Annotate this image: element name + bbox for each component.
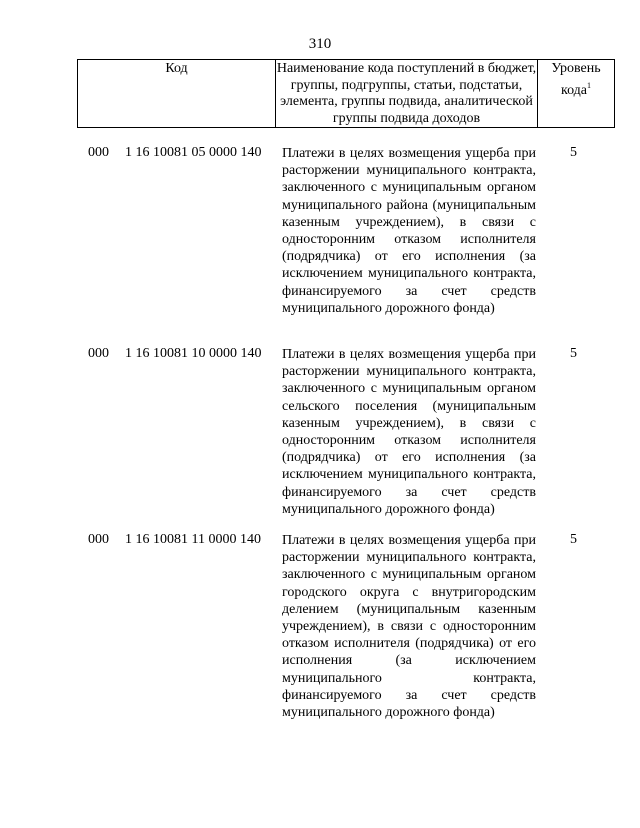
row-level: 5 bbox=[570, 145, 577, 160]
row-prefix: 000 bbox=[88, 145, 109, 160]
row-prefix: 000 bbox=[88, 532, 109, 547]
header-level bbox=[538, 60, 614, 127]
row-description: Платежи в целях возмещения ущерба при расторжении муниципального контракта, заключенного с муниципальным органом городского округа с внутригородским делением (муниципальным казенным учреждением), в связи с односторонним отказом исполнителя (подрядчика) от его исполнения (за исключением муниципального контракта, финансируемого за счет средств муниципального дорожного фонда) bbox=[282, 533, 536, 721]
row-description: Платежи в целях возмещения ущерба при расторжении муниципального контракта, заключенного с муниципальным органом сельского поселения (муниципальным казенным учреждением), в связи с односторонним отказом исполнителя (подрядчика) от его исполнения (за исключением муниципального контракта, финансируемого за счет средств муниципального дорожного фонда) bbox=[282, 347, 536, 517]
page-number: 310 bbox=[308, 36, 332, 52]
row-code: 1 16 10081 05 0000 140 bbox=[125, 145, 262, 160]
row-prefix: 000 bbox=[88, 346, 109, 361]
header-name bbox=[276, 60, 538, 127]
row-description: Платежи в целях возмещения ущерба при расторжении муниципального контракта, заключенного с муниципальным органом муниципального района (муниципальным казенным учреждением), в связи с односторонним отказом исполнителя (подрядчика) от его исполнения (за исключением муниципального контракта, финансируемого за счет средств муниципального дорожного фонда) bbox=[282, 146, 536, 316]
table-header bbox=[77, 59, 615, 128]
row-level: 5 bbox=[570, 346, 577, 361]
header-level-footnote: 1 bbox=[587, 80, 592, 90]
header-name-label: Наименование кода поступлений в бюджет, группы, подгруппы, статьи, подстатьи, элемента, группы подвида, аналитической группы подвида доходов bbox=[276, 61, 537, 126]
row-code: 1 16 10081 10 0000 140 bbox=[125, 346, 262, 361]
row-level: 5 bbox=[570, 532, 577, 547]
header-code-label: Код bbox=[165, 61, 188, 76]
header-level-label: Уровень кода bbox=[551, 61, 601, 98]
row-code: 1 16 10081 11 0000 140 bbox=[125, 532, 261, 547]
header-code bbox=[78, 60, 276, 127]
